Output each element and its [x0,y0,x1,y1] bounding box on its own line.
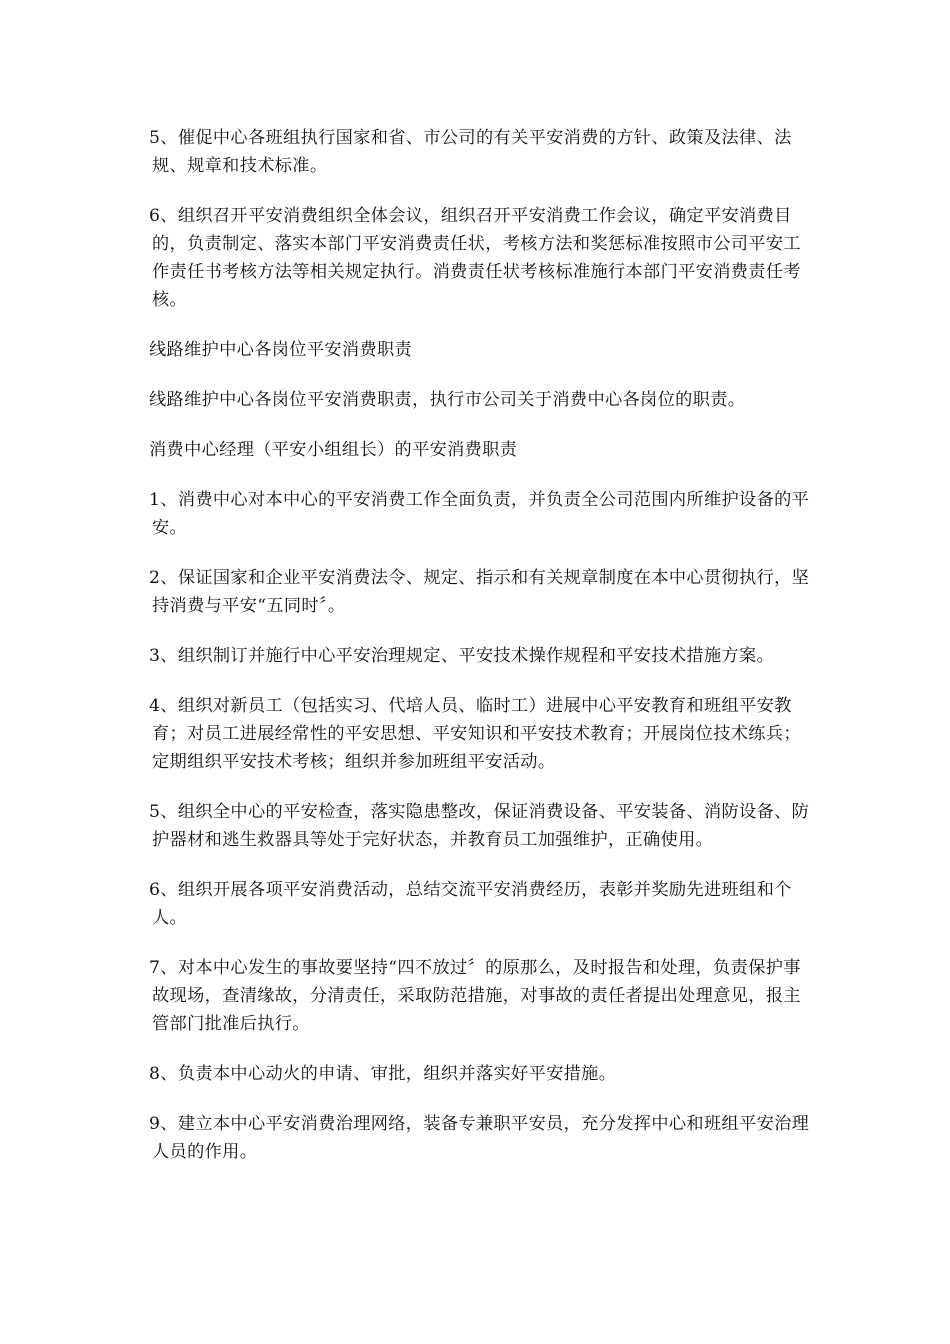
paragraph-item-6: 6、组织开展各项平安消费活动，总结交流平安消费经历，表彰并奖励先进班组和个人。 [149,880,792,928]
paragraph-item-8: 8、负责本中心动火的申请、审批，组织并落实好平安措施。 [149,1064,617,1084]
document-page [138,124,810,1188]
paragraph-item-5: 5、组织全中心的平安检查，落实隐患整改，保证消费设备、平安装备、消防设备、防护器材和逃生救器具等处于完好状态，并教育员工加强维护，正确使用。 [149,802,810,850]
paragraph-line-maintenance-duty: 线路维护中心各岗位平安消费职责，执行市公司关于消费中心各岗位的职责。 [149,390,746,410]
paragraph-item-9: 9、建立本中心平安消费治理网络，装备专兼职平安员，充分发挥中心和班组平安治理人员的作用。 [149,1114,810,1162]
paragraph-item-2: 2、保证国家和企业平安消费法令、规定、指示和有关规章制度在本中心贯彻执行，坚持消费与平安“五同时〞。 [149,568,810,616]
paragraph-item-4: 4、组织对新员工（包括实习、代培人员、临时工）进展中心平安教育和班组平安教育；对员工进展经常性的平安思想、平安知识和平安技术教育；开展岗位技术练兵；定期组织平安技术考核；组织并参加班组平安活动。 [149,696,801,772]
paragraph-item-5-duty: 5、催促中心各班组执行国家和省、市公司的有关平安消费的方针、政策及法律、法规、规章和技术标准。 [149,128,792,176]
paragraph-item-6-meeting: 6、组织召开平安消费组织全体会议，组织召开平安消费工作会议，确定平安消费目的，负责制定、落实本部门平安消费责任状，考核方法和奖惩标准按照市公司平安工作责任书考核方法等相关规定执行。消费责任状考核标准施行本部门平安消费责任考核。 [149,206,801,310]
section-heading-line-maintenance: 线路维护中心各岗位平安消费职责 [149,340,413,360]
section-heading-center-manager: 消费中心经理（平安小组组长）的平安消费职责 [149,440,518,460]
paragraph-item-7: 7、对本中心发生的事故要坚持“四不放过〞的原那么，及时报告和处理，负责保护事故现场，查清缘故，分清责任，采取防范措施，对事故的责任者提出处理意见，报主管部门批准后执行。 [149,958,801,1034]
paragraph-item-3: 3、组织制订并施行中心平安治理规定、平安技术操作规程和平安技术措施方案。 [149,646,775,666]
paragraph-item-1: 1、消费中心对本中心的平安消费工作全面负责，并负责全公司范围内所维护设备的平安。 [149,490,810,538]
